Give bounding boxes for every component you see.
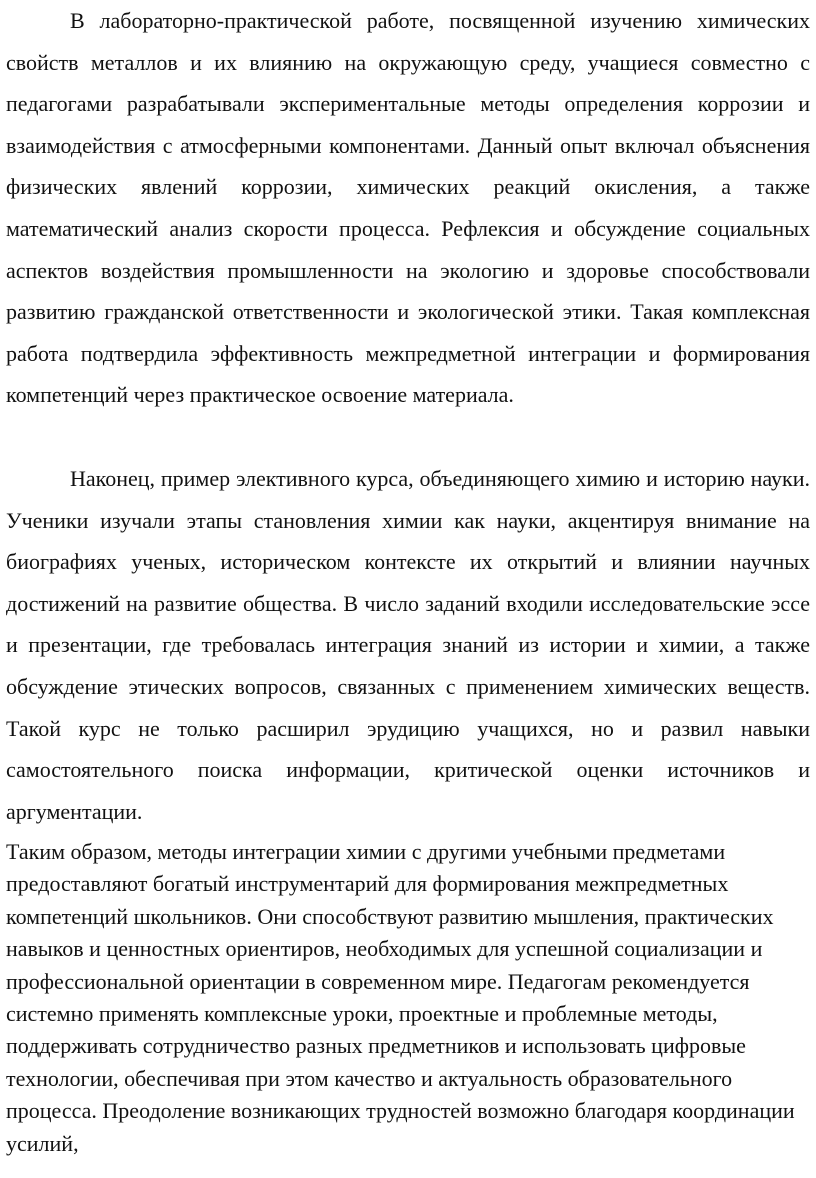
paragraph-metals-corrosion: В лабораторно-практической работе, посвященной изучению химических свойств металлов и их влиянию на окружающую среду, учащиеся совместно с педагогами разрабатывали экспериментальные методы определения коррозии и взаимодействия с атмосферными компонентами. Данный опыт включал объяснения физических явлений коррозии, химических реакций окисления, а также математический анализ скорости процесса. Рефлексия и обсуждение социальных аспектов воздействия промышленности на экологию и здоровье способствовали развитию гражданской ответственности и экологической этики. Такая комплексная работа подтвердила эффективность межпредметной интеграции и формирования компетенций через практическое освоение материала. (6, 8, 810, 408)
paragraph-conclusion: Таким образом, методы интеграции химии с другими учебными предметами предоставляют богатый инструментарий для формирования межпредметных компетенций школьников. Они способствуют развитию мышления, практических навыков и ценностных ориентиров, необходимых для успешной социализации и профессиональной ориентации в современном мире. Педагогам рекомендуется системно применять комплексные уроки, проектные и проблемные методы, поддерживать сотрудничество разных предметников и использовать цифровые технологии, обеспечивая при этом качество и актуальность образовательного процесса. Преодоление возникающих трудностей возможно благодаря координации усилий, (6, 839, 795, 1156)
paragraph-elective-course: Наконец, пример элективного курса, объединяющего химию и историю науки. Ученики изучали этапы становления химии как науки, акцентируя внимание на биографиях ученых, историческом контексте их открытий и влиянии научных достижений на развитие общества. В число заданий входили исследовательские эссе и презентации, где требовалась интеграция знаний из истории и химии, а также обсуждение этических вопросов, связанных с применением химических веществ. Такой курс не только расширил эрудицию учащихся, но и развил навыки самостоятельного поиска информации, критической оценки источников и аргументации. (6, 466, 810, 824)
